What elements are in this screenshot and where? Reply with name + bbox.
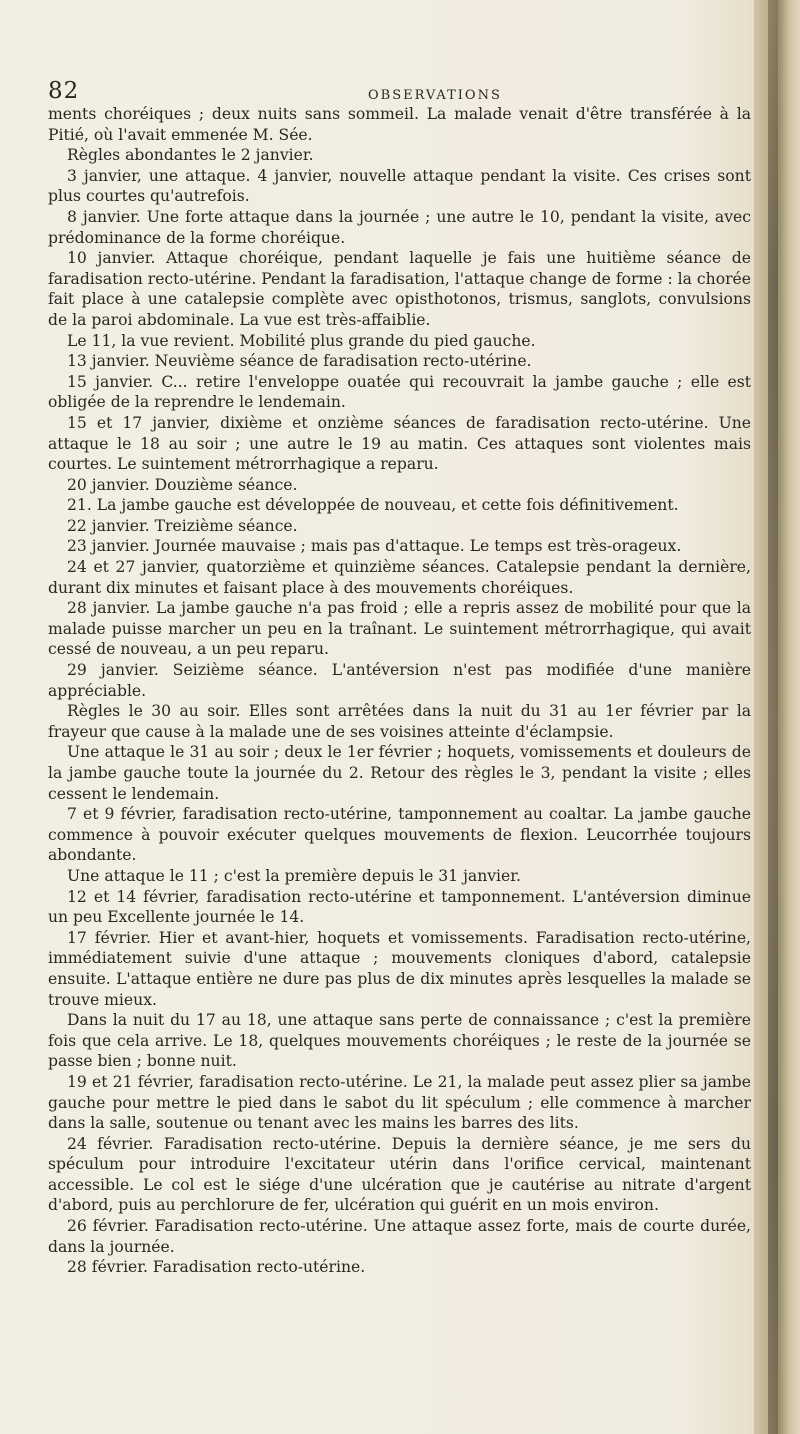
paragraph: 20 janvier. Douzième séance. [67,475,298,494]
paragraph: 7 et 9 février, faradisation recto-utérine, tamponnement au coaltar. La jambe gauche commence à pouvoir exécuter quelques mouvements de flexion. Leucorrhée toujours abondante. [48,805,751,865]
paragraph: 29 janvier. Seizième séance. L'antéversion n'est pas modifiée d'une manière appréciable. [48,661,751,700]
paragraph: 19 et 21 février, faradisation recto-utérine. Le 21, la malade peut assez plier sa jambe gauche pour mettre le pied dans le sabot du lit spéculum ; elle commence à marcher dans la salle, soutenue ou tenant avec les mains les barres des lits. [48,1072,751,1133]
paragraph: 24 et 27 janvier, quatorzième et quinzième séances. Catalepsie pendant la dernière, durant dix minutes et faisant place à des mouvements choréiques. [48,558,751,597]
paragraph: ments choréiques ; deux nuits sans sommeil. La malade venait d'être transférée à la Pitié, où l'avait emmenée M. Sée. [48,105,751,144]
paragraph: 13 janvier. Neuvième séance de faradisation recto-utérine. [67,352,532,371]
paragraph: 21. La jambe gauche est développée de nouveau, et cette fois définitivement. [67,496,679,515]
paragraph: 15 janvier. C... retire l'enveloppe ouatée qui recouvrait la jambe gauche ; elle est obligée de la reprendre le lendemain. [48,372,751,412]
paragraph: 8 janvier. Une forte attaque dans la journée ; une autre le 10, pendant la visite, avec prédominance de la forme choréique. [48,207,751,247]
paragraph: Le 11, la vue revient. Mobilité plus grande du pied gauche. [67,331,536,350]
binding-gutter [768,0,778,1434]
paragraph: 12 et 14 février, faradisation recto-utérine et tamponnement. L'antéversion diminue un peu Excellente journée le 14. [48,887,751,927]
paragraph: 24 février. Faradisation recto-utérine. Depuis la dernière séance, je me sers du spéculum pour introduire l'excitateur utérin dans l'orifice cervical, maintenant accessible. Le col est le siége d'une ulcération que je cautérise au nitrate d'argent d'abord, puis au perchlorure de fer, ulcération qui guérit en un mois environ. [48,1134,751,1215]
paragraph: 15 et 17 janvier, dixième et onzième séances de faradisation recto-utérine. Une attaque le 18 au soir ; une autre le 19 au matin. Ces attaques sont violentes mais courtes. Le suintement métrorrhagique a reparu. [48,413,751,474]
body-text [48,104,751,1278]
paragraph: Règles le 30 au soir. Elles sont arrêtées dans la nuit du 31 au 1er février par la frayeur que cause à la malade une de ses voisines atteinte d'éclampsie. [48,702,751,741]
paragraph: Dans la nuit du 17 au 18, une attaque sans perte de connaissance ; c'est la première fois que cela arrive. Le 18, quelques mouvements choréiques ; le reste de la journée se passe bien ; bonne nuit. [48,1011,751,1071]
paragraph: Une attaque le 11 ; c'est la première depuis le 31 janvier. [67,866,521,885]
running-head: OBSERVATIONS [368,88,502,103]
paragraph: 3 janvier, une attaque. 4 janvier, nouvelle attaque pendant la visite. Ces crises sont plus courtes qu'autrefois. [48,166,751,206]
paragraph: Règles abondantes le 2 janvier. [67,146,314,165]
paragraph: 26 février. Faradisation recto-utérine. Une attaque assez forte, mais de courte durée, dans la journée. [48,1217,751,1256]
paragraph: 22 janvier. Treizième séance. [67,516,298,535]
paragraph: 28 janvier. La jambe gauche n'a pas froid ; elle a repris assez de mobilité pour que la malade puisse marcher un peu en la traînant. Le suintement métrorrhagique, qui avait cessé de nouveau, a un peu reparu. [48,599,751,659]
paragraph: 28 février. Faradisation recto-utérine. [67,1258,366,1277]
paragraph: 23 janvier. Journée mauvaise ; mais pas d'attaque. Le temps est très-orageux. [67,537,682,556]
page-number: 82 [48,78,80,104]
paragraph: Une attaque le 31 au soir ; deux le 1er février ; hoquets, vomissements et douleurs de la jambe gauche toute la journée du 2. Retour des règles le 3, pendant la visite ; elles cessent le lendemain. [48,743,751,803]
paragraph: 17 février. Hier et avant-hier, hoquets et vomissements. Faradisation recto-utérine, immédiatement suivie d'une attaque ; mouvements cloniques d'abord, catalepsie ensuite. L'attaque entière ne dure pas plus de dix minutes après lesquelles la malade se trouve mieux. [48,928,751,1009]
paragraph: 10 janvier. Attaque choréique, pendant laquelle je fais une huitième séance de faradisation recto-utérine. Pendant la faradisation, l'attaque change de forme : la chorée fait place à une catalepsie complète avec opisthotonos, trismus, sanglots, convulsions de la paroi abdominale. La vue est très-affaiblie. [48,249,751,329]
